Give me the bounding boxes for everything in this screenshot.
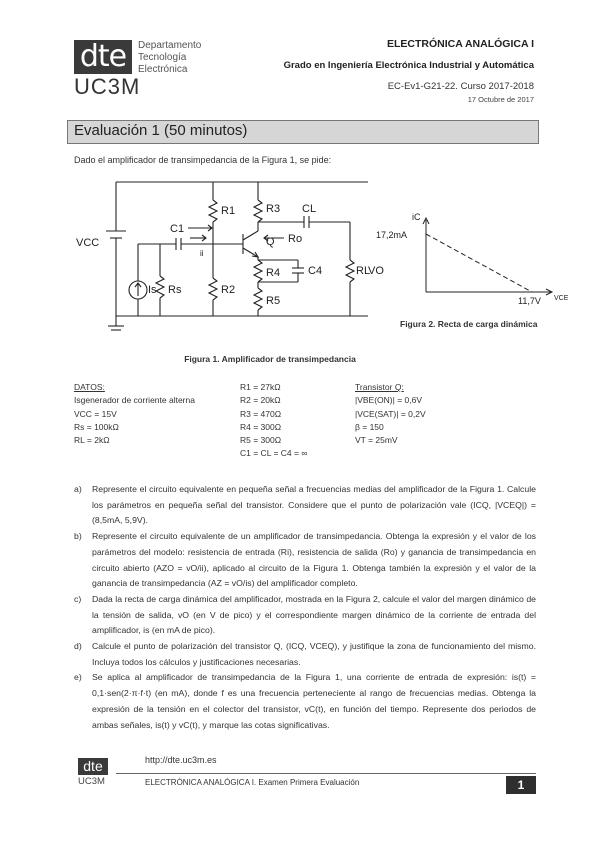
circuit-diagram bbox=[76, 176, 384, 348]
vce-point-label: 11,7V bbox=[518, 296, 541, 306]
footer-exam-name: ELECTRÓNICA ANALÓGICA I. Examen Primera Evaluación bbox=[145, 778, 360, 787]
page-number: 1 bbox=[506, 776, 536, 794]
ic-point-label: 17,2mA bbox=[376, 230, 408, 240]
vce-axis-label: VCE bbox=[554, 295, 569, 302]
datos-column-3: Transistor Q: |VBE(ON)| = 0,6V |VCE(SAT)| = 0,2V β = 150 VT = 25mV bbox=[355, 382, 426, 446]
dte-logo: dte bbox=[74, 40, 132, 74]
footer-uc3m: UC3M bbox=[78, 776, 105, 787]
q-label: Q bbox=[266, 236, 275, 248]
department-name: Departamento Tecnología Electrónica bbox=[138, 40, 202, 75]
r3-label: R3 bbox=[266, 203, 281, 215]
question-a: a) Represente el circuito equivalente en pequeña señal a frecuencias medias del amplificador de la Figura 1. Calcule los parámetros en pequeña señal del transistor. Considere que el punto de polarización vale (ICQ, |VCEQ|) = (8,5mA, 5,9V). bbox=[74, 484, 536, 526]
footer-dte-logo: dte bbox=[78, 758, 108, 775]
r5-label: R5 bbox=[266, 295, 281, 307]
vcc-label: VCC bbox=[76, 237, 100, 249]
question-d: d) Calcule el punto de polarización del transistor Q, (ICQ, VCEQ), y justifique la zona de funcionamiento del mismo. Incluya todos los cálculos y justificaciones necesarias. bbox=[74, 641, 536, 667]
question-e: e) Se aplica al amplificador de transimpedancia de la Figura 1, una corriente de entrada de expresión: is(t) = 0,1·sen(2·π·f·t) (en mA), donde f es una frecuencia perteneciente al rango de frecuencias medias. Obtenga la expresión de la tensión en el colector del transistor, vC(t), en función del tiempo. Represente dos periodos de ambas señales, is(t) y vC(t), y marque las cotas significativas. bbox=[74, 672, 536, 730]
datos-column-1: DATOS: Isgenerador de corriente alterna VCC = 15V Rs = 100kΩ RL = 2kΩ bbox=[74, 382, 195, 446]
r1-label: R1 bbox=[221, 205, 236, 217]
ic-axis-label: iC bbox=[412, 212, 421, 222]
exam-date: 17 Octubre de 2017 bbox=[467, 95, 534, 104]
datos-column-2: R1 = 27kΩ R2 = 20kΩ R3 = 470Ω R4 = 300Ω R5 = 300Ω C1 = CL = C4 = ∞ bbox=[240, 382, 308, 459]
rs-label: Rs bbox=[168, 284, 182, 296]
degree-name: Grado en Ingeniería Electrónica Industrial y Automática bbox=[283, 60, 534, 71]
rl-label: RL bbox=[356, 265, 371, 277]
question-b: b) Represente el circuito equivalente de un amplificador de transimpedancia. Obtenga la expresión y el valor de los parámetros del modelo: resistencia de entrada (Ri), resistencia de salida (Ro) y ganancia de transimpedancia en circuito abierto (AZO = vO/ii), aplicado al circuito de la Figura 1. Obtenga también la expresión y el valor de la ganancia de transimpedancia (AZ = vO/is) del amplificador completo. bbox=[74, 531, 536, 589]
c1-label: C1 bbox=[170, 223, 185, 235]
vo-label: VO bbox=[368, 265, 384, 277]
figure2-caption: Figura 2. Recta de carga dinámica bbox=[400, 319, 538, 329]
question-list bbox=[74, 482, 536, 733]
load-line-graph bbox=[360, 200, 569, 310]
c4-label: C4 bbox=[308, 265, 323, 277]
page-title: Evaluación 1 (50 minutos) bbox=[74, 122, 248, 139]
exam-code: EC-Ev1-G21-22. Curso 2017-2018 bbox=[387, 81, 534, 92]
figure1-caption: Figura 1. Amplificador de transimpedancia bbox=[184, 354, 356, 364]
footer-url-link[interactable]: http://dte.uc3m.es bbox=[145, 755, 217, 765]
r4-label: R4 bbox=[266, 267, 281, 279]
course-name: ELECTRÓNICA ANALÓGICA I bbox=[387, 38, 534, 50]
is-label: Is bbox=[148, 284, 157, 296]
r2-label: R2 bbox=[221, 284, 236, 296]
footer-divider bbox=[116, 773, 536, 774]
uc3m-logo: UC3M bbox=[74, 74, 141, 99]
ro-label: Ro bbox=[288, 233, 303, 245]
ii-label: ii bbox=[200, 249, 204, 258]
intro-text: Dado el amplificador de transimpedancia de la Figura 1, se pide: bbox=[74, 155, 332, 165]
question-c: c) Dada la recta de carga dinámica del amplificador, mostrada en la Figura 2, calcule el valor del margen dinámico de la tensión de salida, vO (en V de pico) y el correspondiente margen dinámico de la corriente de entrada del amplificador, is (en mA de pico). bbox=[74, 593, 536, 636]
cl-label: CL bbox=[302, 203, 317, 215]
